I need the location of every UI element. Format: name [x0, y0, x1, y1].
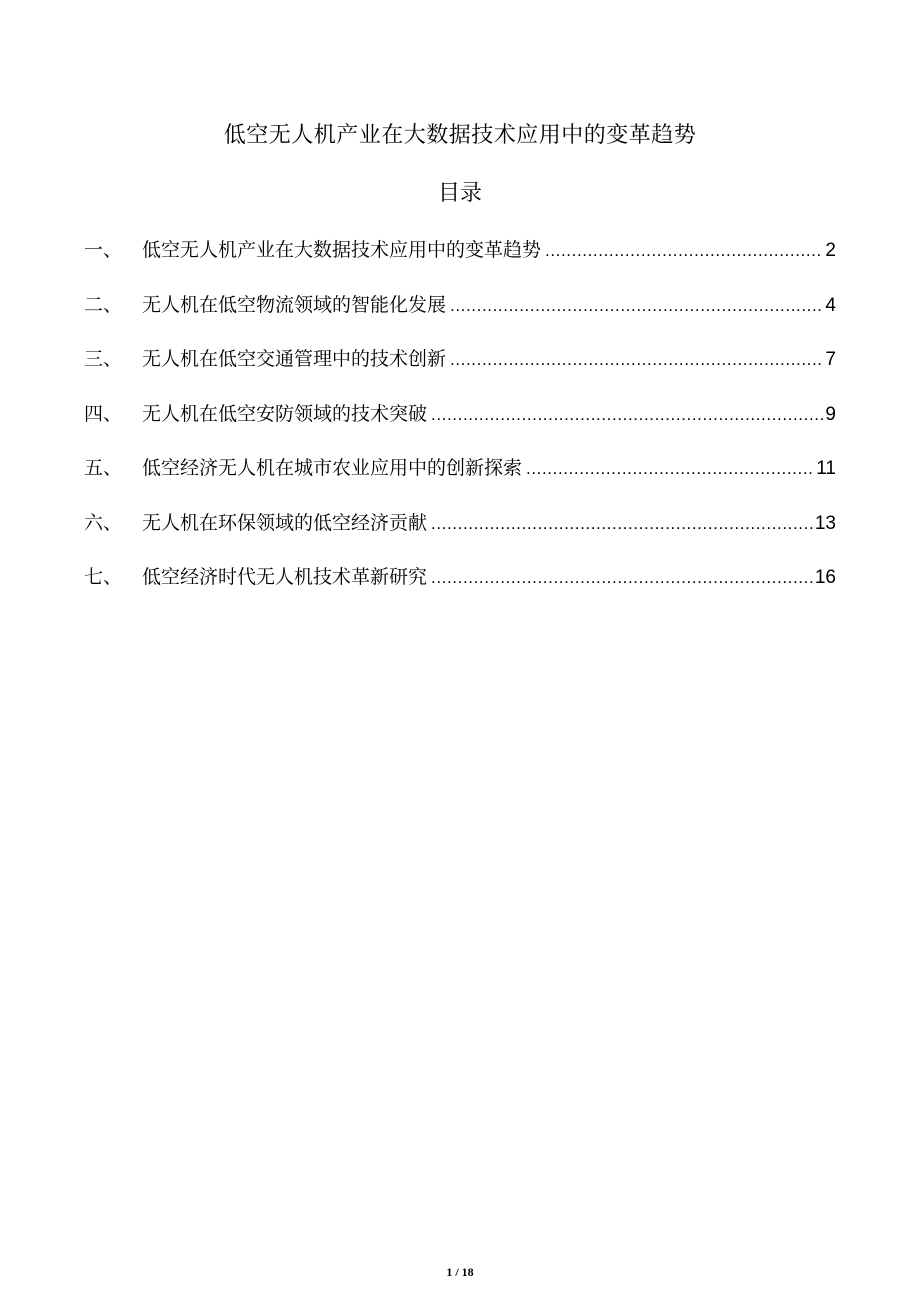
toc-entry-page: 13	[814, 512, 836, 534]
toc-entry-page: 11	[816, 458, 836, 479]
toc-entry-number: 一、	[84, 239, 123, 261]
toc-entry-title: 低空无人机产业在大数据技术应用中的变革趋势	[142, 239, 542, 261]
toc-entry-6[interactable]	[84, 505, 836, 560]
toc-entry-title: 无人机在低空物流领域的智能化发展	[142, 293, 447, 316]
toc-entry-title: 无人机在低空交通管理中的技术创新	[142, 348, 447, 370]
toc-entry-number: 三、	[84, 348, 123, 370]
toc-entry-page: 9	[825, 403, 836, 425]
toc-entry-7[interactable]	[84, 559, 836, 614]
toc-entry-page: 7	[825, 349, 836, 370]
toc-entry-4[interactable]	[84, 396, 836, 451]
toc-dot-leader	[545, 233, 823, 269]
toc-dot-leader	[431, 506, 813, 542]
page-number-footer: 1 / 18	[446, 1265, 474, 1279]
toc-entry-number: 五、	[84, 457, 123, 479]
toc-entry-page: 16	[814, 567, 836, 588]
toc-entry-number: 六、	[84, 511, 123, 534]
toc-entry-number: 二、	[84, 293, 123, 316]
toc-dot-leader	[450, 288, 823, 324]
toc-entry-title: 低空经济无人机在城市农业应用中的创新探索	[142, 457, 523, 479]
toc-entry-5[interactable]	[84, 450, 836, 505]
toc-entry-3[interactable]	[84, 341, 836, 396]
toc-dot-leader	[431, 560, 813, 596]
toc-entry-2[interactable]	[84, 287, 836, 342]
toc-heading: 目录	[437, 181, 482, 206]
toc-entry-number: 七、	[84, 566, 123, 588]
table-of-contents	[84, 232, 836, 614]
toc-entry-number: 四、	[84, 402, 123, 425]
toc-entry-1[interactable]	[84, 232, 836, 287]
toc-dot-leader	[431, 397, 823, 433]
document-title: 低空无人机产业在大数据技术应用中的变革趋势	[223, 123, 697, 148]
toc-dot-leader	[526, 451, 814, 487]
toc-entry-page: 2	[825, 240, 836, 261]
toc-entry-title: 无人机在环保领域的低空经济贡献	[142, 511, 428, 534]
toc-dot-leader	[450, 342, 823, 378]
toc-entry-title: 无人机在低空安防领域的技术突破	[142, 402, 428, 425]
toc-entry-title: 低空经济时代无人机技术革新研究	[142, 566, 428, 588]
toc-entry-page: 4	[825, 294, 836, 316]
